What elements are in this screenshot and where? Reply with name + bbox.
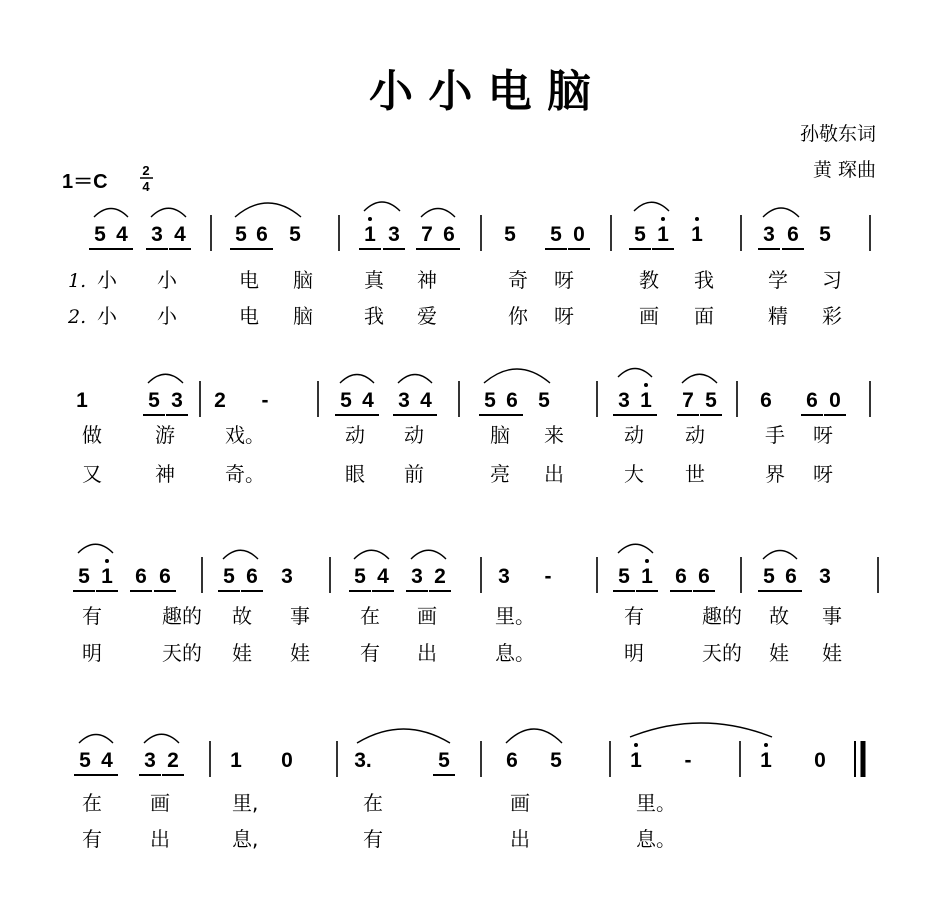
lyric-syllable: 娃 — [822, 641, 842, 665]
lyric-syllable: 里。 — [636, 791, 676, 815]
time-signature-bottom: 4 — [142, 179, 150, 194]
slur-arc — [144, 734, 179, 743]
note: 6 — [135, 565, 147, 588]
dash-mark: - — [684, 749, 692, 772]
note: 1 — [640, 389, 652, 412]
octave-dot — [645, 559, 649, 563]
note: 5 — [550, 749, 562, 772]
slur-arc — [763, 551, 797, 560]
lyric-syllable: 前 — [404, 462, 424, 486]
note: 1 — [630, 749, 642, 772]
lyric-syllable: 娃 — [769, 641, 789, 665]
note: 3. — [354, 749, 372, 772]
note: 5 — [504, 223, 516, 246]
note: 5 — [705, 389, 717, 412]
lyric-syllable: 世 — [685, 462, 705, 486]
dash-mark: - — [261, 389, 269, 412]
slur-arc — [411, 550, 446, 559]
note: 6 — [806, 389, 818, 412]
time-signature-top: 2 — [142, 163, 150, 178]
lyric-syllable: 娃 — [232, 641, 252, 665]
slur-arc — [340, 375, 374, 384]
lyric-syllable: 脑 — [490, 423, 510, 447]
lyric-syllable: 出 — [417, 641, 437, 665]
lyric-syllable: 天的 — [702, 641, 742, 665]
note: 6 — [785, 565, 797, 588]
lyric-syllable: 电 — [239, 268, 259, 292]
note: 5 — [438, 749, 450, 772]
note: 3 — [763, 223, 775, 246]
note: 6 — [506, 389, 518, 412]
lyric-syllable: 有 — [82, 604, 102, 628]
slur-arc — [763, 208, 799, 217]
lyric-syllable: 游 — [155, 423, 175, 447]
octave-dot — [368, 217, 372, 221]
slur-arc — [421, 209, 455, 218]
lyric-syllable: 小 — [97, 268, 117, 292]
lyric-syllable: 有 — [82, 827, 102, 851]
note: 6 — [787, 223, 799, 246]
note: 3 — [618, 389, 630, 412]
note: 3 — [151, 223, 163, 246]
note: 1 — [101, 565, 113, 588]
verse-number: 2. — [68, 306, 87, 328]
slur-arc — [682, 374, 717, 383]
system-1 — [67, 202, 870, 328]
note: 7 — [682, 389, 694, 412]
slur-arc — [151, 208, 186, 217]
lyric-syllable: 事 — [822, 604, 842, 628]
slur-arc — [148, 374, 183, 383]
note: 5 — [223, 565, 235, 588]
note: 2 — [214, 389, 226, 412]
lyric-syllable: 奇 — [508, 268, 528, 292]
lyric-syllable: 亮 — [490, 462, 510, 486]
note: 6 — [256, 223, 268, 246]
lyric-syllable: 出 — [510, 827, 530, 851]
slur-arc — [79, 735, 113, 744]
note: 5 — [94, 223, 106, 246]
lyric-syllable: 小 — [157, 304, 177, 328]
octave-dot — [644, 383, 648, 387]
lyric-syllable: 神 — [155, 462, 175, 486]
lyric-syllable: 画 — [417, 604, 437, 628]
note: 5 — [235, 223, 247, 246]
note: 2 — [167, 749, 179, 772]
note: 5 — [78, 565, 90, 588]
slur-arc — [354, 550, 389, 559]
note: 1 — [641, 565, 653, 588]
lyric-syllable: 动 — [345, 423, 365, 447]
octave-dot — [634, 743, 638, 747]
note: 0 — [573, 223, 585, 246]
lyric-syllable: 里。 — [495, 604, 535, 628]
lyric-syllable: 出 — [544, 462, 564, 486]
note: 0 — [814, 749, 826, 772]
note: 3 — [144, 749, 156, 772]
note: 4 — [420, 389, 432, 412]
note: 1 — [760, 749, 772, 772]
lyric-syllable: 故 — [232, 604, 252, 628]
note: 3 — [281, 565, 293, 588]
lyric-syllable: 息。 — [495, 641, 535, 665]
note: 5 — [340, 389, 352, 412]
lyric-syllable: 趣的 — [162, 604, 202, 628]
octave-dot — [661, 217, 665, 221]
lyric-syllable: 我 — [694, 268, 714, 292]
lyric-syllable: 呀 — [554, 268, 574, 292]
lyric-syllable: 呀 — [554, 304, 574, 328]
slur-arc — [364, 202, 400, 211]
lyric-syllable: 趣的 — [702, 604, 742, 628]
note: 3 — [411, 565, 423, 588]
music-systems — [67, 202, 878, 851]
lyric-syllable: 在 — [363, 791, 383, 815]
dash-mark: - — [544, 565, 552, 588]
slur-arc — [398, 375, 432, 384]
note: 5 — [618, 565, 630, 588]
note: 5 — [354, 565, 366, 588]
lyric-syllable: 来 — [544, 423, 564, 447]
note: 1 — [230, 749, 242, 772]
lyric-syllable: 有 — [360, 641, 380, 665]
composer-credit: 黄 琛曲 — [812, 159, 876, 181]
note: 5 — [289, 223, 301, 246]
lyric-syllable: 学 — [768, 268, 788, 292]
note: 5 — [634, 223, 646, 246]
lyric-syllable: 小 — [97, 304, 117, 328]
note: 1 — [364, 223, 376, 246]
lyric-syllable: 在 — [360, 604, 380, 628]
lyric-syllable: 动 — [685, 423, 705, 447]
note: 5 — [148, 389, 160, 412]
system-3 — [73, 544, 878, 665]
lyric-syllable: 明 — [82, 641, 102, 665]
lyric-syllable: 小 — [157, 268, 177, 292]
note: 1 — [76, 389, 88, 412]
lyric-syllable: 动 — [404, 423, 424, 447]
note: 4 — [362, 389, 374, 412]
system-4 — [74, 723, 863, 851]
lyric-syllable: 故 — [769, 604, 789, 628]
lyric-syllable: 又 — [82, 462, 102, 486]
lyric-syllable: 出 — [150, 827, 170, 851]
note: 3 — [819, 565, 831, 588]
note: 0 — [281, 749, 293, 772]
note: 3 — [398, 389, 410, 412]
key-signature: 1＝C — [62, 171, 108, 193]
lyric-syllable: 呀 — [813, 462, 833, 486]
lyric-syllable: 面 — [694, 304, 714, 328]
note: 3 — [388, 223, 400, 246]
lyric-syllable: 神 — [417, 268, 437, 292]
note: 5 — [79, 749, 91, 772]
note: 4 — [101, 749, 113, 772]
slur-arc — [506, 729, 562, 743]
lyric-syllable: 奇。 — [225, 462, 265, 486]
note: 3 — [498, 565, 510, 588]
octave-dot — [695, 217, 699, 221]
lyric-syllable: 有 — [624, 604, 644, 628]
note: 3 — [171, 389, 183, 412]
slur-arc — [357, 729, 450, 743]
lyric-syllable: 画 — [639, 304, 659, 328]
note: 5 — [484, 389, 496, 412]
note: 1 — [691, 223, 703, 246]
note: 6 — [443, 223, 455, 246]
lyric-syllable: 动 — [624, 423, 644, 447]
slur-arc — [78, 544, 113, 553]
lyric-syllable: 做 — [82, 423, 102, 447]
slur-arc — [630, 723, 772, 737]
note: 7 — [421, 223, 433, 246]
lyric-syllable: 画 — [510, 791, 530, 815]
lyric-syllable: 事 — [290, 604, 310, 628]
note: 6 — [506, 749, 518, 772]
note: 5 — [550, 223, 562, 246]
lyric-syllable: 脑 — [293, 304, 313, 328]
slur-arc — [94, 209, 128, 218]
lyric-syllable: 眼 — [345, 462, 365, 486]
lyric-syllable: 真 — [364, 268, 384, 292]
lyric-syllable: 明 — [624, 641, 644, 665]
slur-arc — [223, 550, 258, 559]
lyric-syllable: 教 — [639, 268, 659, 292]
octave-dot — [105, 559, 109, 563]
system-2 — [76, 369, 870, 487]
lyric-syllable: 精 — [768, 304, 788, 328]
lyric-syllable: 娃 — [290, 641, 310, 665]
slur-arc — [484, 369, 550, 383]
lyric-syllable: 彩 — [822, 304, 842, 328]
lyric-syllable: 息, — [232, 827, 259, 851]
slur-arc — [618, 369, 652, 378]
slur-arc — [235, 203, 301, 217]
lyric-syllable: 习 — [822, 268, 842, 292]
verse-number: 1. — [68, 270, 87, 292]
note: 1 — [657, 223, 669, 246]
lyric-syllable: 画 — [150, 791, 170, 815]
lyric-syllable: 脑 — [293, 268, 313, 292]
lyric-syllable: 大 — [624, 462, 644, 486]
slur-arc — [634, 202, 669, 211]
slur-arc — [618, 544, 653, 553]
lyric-syllable: 有 — [363, 827, 383, 851]
lyric-syllable: 息。 — [636, 827, 676, 851]
note: 4 — [377, 565, 389, 588]
octave-dot — [764, 743, 768, 747]
note: 2 — [434, 565, 446, 588]
lyric-syllable: 手 — [765, 423, 785, 447]
lyric-syllable: 在 — [82, 791, 102, 815]
lyric-syllable: 呀 — [813, 423, 833, 447]
song-title: 小 小 电 脑 — [369, 66, 591, 117]
note: 5 — [763, 565, 775, 588]
note: 6 — [760, 389, 772, 412]
lyric-syllable: 爱 — [417, 304, 437, 328]
lyric-syllable: 里, — [232, 791, 259, 815]
note: 5 — [819, 223, 831, 246]
lyric-syllable: 天的 — [162, 641, 202, 665]
note: 6 — [675, 565, 687, 588]
note: 6 — [159, 565, 171, 588]
lyric-syllable: 你 — [508, 304, 528, 328]
note: 6 — [698, 565, 710, 588]
lyricist-credit: 孙敬东词 — [799, 123, 876, 145]
lyric-syllable: 戏。 — [225, 423, 265, 447]
note: 6 — [246, 565, 258, 588]
lyric-syllable: 我 — [364, 304, 384, 328]
lyric-syllable: 界 — [765, 462, 785, 486]
note: 4 — [116, 223, 128, 246]
note: 4 — [174, 223, 186, 246]
note: 5 — [538, 389, 550, 412]
note: 0 — [829, 389, 841, 412]
lyric-syllable: 电 — [239, 304, 259, 328]
